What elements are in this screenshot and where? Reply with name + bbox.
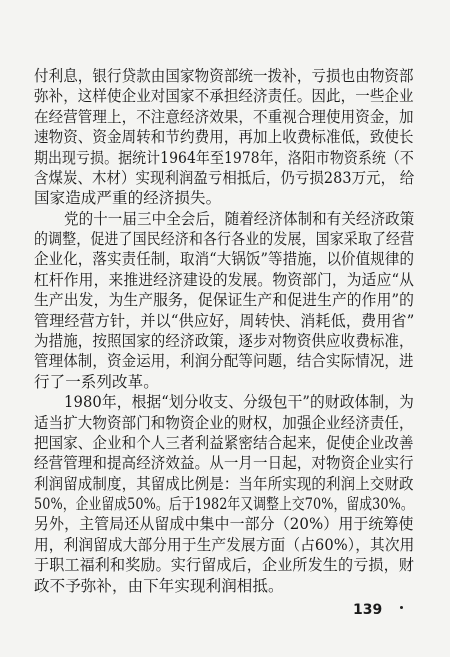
text-line-12: 生产出发，为生产服务，促保证生产和促进生产的作用”的 <box>34 291 415 310</box>
page-number: 139 <box>353 602 383 618</box>
text-line-23: 另外，主管局还从留成中集中一部分（20%）用于统筹使 <box>34 515 414 534</box>
text-line-11: 杠杆作用，来推进经济建设的发展。物资部门，为适应“从 <box>34 270 415 289</box>
text-line-24: 用，利润留成大部分用于生产发展方面（占60%），其次用 <box>34 535 415 554</box>
text-line-25: 于职工福利和奖励。实行留成后，企业所发生的亏损，财 <box>34 556 415 575</box>
text-line-20: 经营管理和提高经济效益。从一月一日起，对物资企业实行 <box>34 454 414 473</box>
text-line-2: 弥补，这样使企业对国家不承担经济责任。因此，一些企业 <box>34 87 414 106</box>
text-line-17: 1980年，根据“划分收支、分级包干”的财政体制，为 <box>64 393 414 412</box>
text-line-7: 国家造成严重的经济损失。 <box>34 189 222 208</box>
page-mark-dot <box>400 606 403 609</box>
text-line-9: 的调整，促进了国民经济和各行各业的发展，国家采取了经营 <box>34 230 415 249</box>
text-line-22: 50%，企业留成50%。后于1982年又调整上交70%，留成30%。 <box>34 495 414 514</box>
text-line-1: 付利息，银行贷款由国家物资部统一拨补，亏损也由物资部 <box>34 67 414 85</box>
text-line-19: 把国家、企业和个人三者利益紧密结合起来，促使企业改善 <box>34 433 414 452</box>
text-line-26: 政不予弥补，由下年实现利润相抵。 <box>34 576 284 595</box>
text-line-3: 在经营管理上，不注意经济效果，不重视合理使用资金，加 <box>34 107 414 126</box>
text-line-18: 适当扩大物资部门和物资企业的财权，加强企业经济责任， <box>34 413 414 432</box>
text-line-5: 期出现亏损。据统计1964年至1978年，洛阳市物资系统（不 <box>34 148 414 167</box>
text-line-14: 为措施，按照国家的经济政策，逐步对物资供应收费标准， <box>34 332 414 350</box>
text-line-21: 利润留成制度，其留成比例是：当年所实现的利润上交财政 <box>34 474 414 493</box>
text-line-13: 管理经营方针，并以“供应好，周转快、消耗低，费用省” <box>34 311 415 330</box>
text-line-6: 含煤炭、木材）实现利润盈亏相抵后，仍亏损283万元， 给 <box>34 168 415 187</box>
text-line-10: 企业化，落实责任制，取消“大锅饭”等措施，以价值规律的 <box>34 250 415 269</box>
text-line-15: 管理体制，资金运用，利润分配等问题，结合实际情况，进 <box>34 352 414 371</box>
text-line-8: 党的十一届三中全会后，随着经济体制和有关经济政策 <box>64 209 415 228</box>
text-line-16: 行了一系列改革。 <box>34 372 159 391</box>
text-line-4: 速物资、资金周转和节约费用，再加上收费标准低，致使长 <box>34 128 414 147</box>
